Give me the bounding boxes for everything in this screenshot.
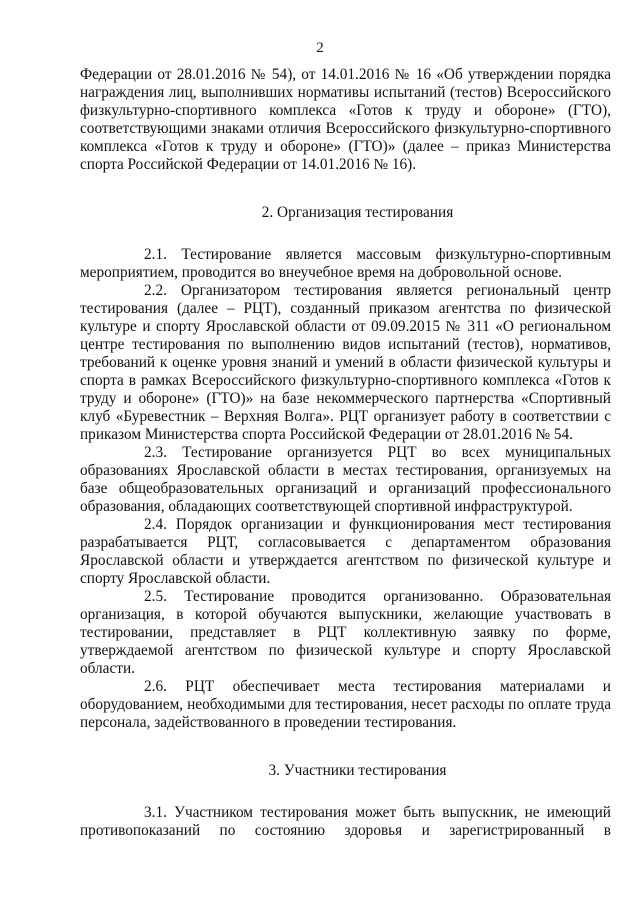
paragraph-2-4: 2.4. Порядок организации и функционирования мест тестирования разрабатывается РЦТ, согласовывается с департаментом образования Ярославской области и утверждается агентством по физической культуре и спорту Ярославской области.: [80, 516, 611, 587]
section-heading-participants: 3. Участники тестирования: [268, 762, 447, 779]
section-heading-organization: 2. Организация тестирования: [261, 204, 454, 221]
paragraph-3-1: 3.1. Участником тестирования может быть выпускник, не имеющий противопоказаний по состоянию здоровья и зарегистрированный в: [80, 804, 611, 839]
paragraph-2-6: 2.6. РЦТ обеспечивает места тестирования материалами и оборудованием, необходимыми для тестирования, несет расходы по оплате труда персонала, задействованного в проведении тестирования.: [80, 678, 611, 731]
paragraph-2-3: 2.3. Тестирование организуется РЦТ во всех муниципальных образованиях Ярославской области в местах тестирования, организуемых на базе общеобразовательных организаций и организаций профессионального образования, обладающих соответствующей спортивной инфраструктурой.: [80, 444, 611, 515]
document-body: [80, 66, 611, 840]
paragraph-2-5: 2.5. Тестирование проводится организованно. Образовательная организация, в которой обучаются выпускники, желающие участвовать в тестировании, представляет в РЦТ коллективную заявку по форме, утверждаемой агентством по физической культуре и спорту Ярославской области.: [80, 588, 611, 677]
paragraph-2-2: 2.2. Организатором тестирования является региональный центр тестирования (далее – РЦТ), созданный приказом агентства по физической культуре и спорту Ярославской области от 09.09.2015 № 311 «О региональном центре тестирования по выполнению видов испытаний (тестов), нормативов, требований к оценке уровня знаний и умений в области физической культуры и спорта в рамках Всероссийского физкультурно-спортивного комплекса «Готов к труду и обороне» (ГТО)» на базе некоммерческого партнерства «Спортивный клуб «Буревестник – Верхняя Волга». РЦТ организует работу в соответствии с приказом Министерства спорта Российской Федерации от 28.01.2016 № 54.: [80, 282, 611, 443]
intro-paragraph: Федерации от 28.01.2016 № 54), от 14.01.2016 № 16 «Об утверждении порядка награждения лиц, выполнивших нормативы испытаний (тестов) Всероссийского физкультурно-спортивного комплекса «Готов к труду и обороне» (ГТО), соответствующими знаками отличия Всероссийского физкультурно-спортивного комплекса «Готов к труду и обороне» (ГТО)» (далее – приказ Министерства спорта Российской Федерации от 14.01.2016 № 16).: [80, 66, 611, 173]
paragraph-2-1: 2.1. Тестирование является массовым физкультурно-спортивным мероприятием, проводится во внеучебное время на добровольной основе.: [80, 246, 611, 281]
page-number: 2: [316, 40, 324, 56]
